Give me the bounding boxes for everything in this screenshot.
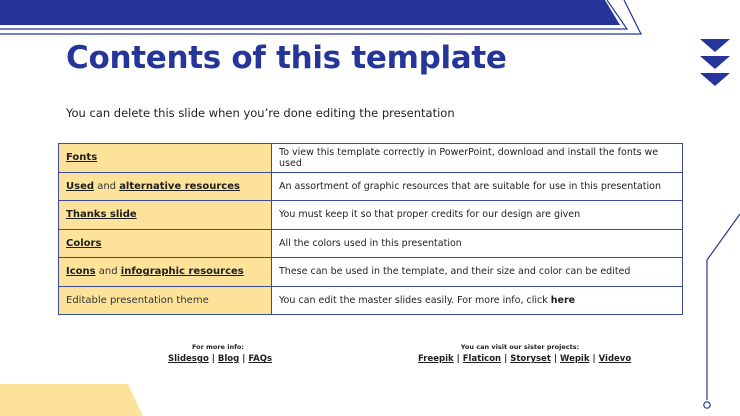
here-link[interactable]: here bbox=[550, 294, 576, 306]
description-text: All the colors used in this presentation bbox=[279, 237, 462, 249]
contents-row-description bbox=[272, 286, 683, 315]
footer-link-flaticon[interactable]: Flaticon bbox=[462, 354, 502, 364]
row-title-text: Editable presentation theme bbox=[66, 294, 209, 306]
description-text: You can edit the master slides easily. For more info, click bbox=[279, 294, 551, 306]
description-text: These can be used in the template, and their size and color can be edited bbox=[279, 266, 631, 278]
contents-row bbox=[59, 201, 683, 230]
footer-more-info-label: For more info: bbox=[192, 343, 244, 351]
contents-row-description bbox=[272, 229, 683, 258]
footer-sister-projects-label: You can visit our sister projects: bbox=[460, 343, 580, 351]
contents-row-title bbox=[59, 172, 272, 201]
footer-link-freepik[interactable]: Freepik bbox=[418, 354, 454, 364]
link-separator: | bbox=[242, 354, 246, 364]
contents-row-title bbox=[59, 258, 272, 287]
resource-link[interactable]: Fonts bbox=[66, 152, 98, 164]
row-title-text: and bbox=[95, 266, 121, 278]
contents-row-title bbox=[59, 144, 272, 173]
footer-link-slidesgo[interactable]: Slidesgo bbox=[168, 354, 209, 364]
contents-row-title bbox=[59, 229, 272, 258]
resource-link[interactable]: Used bbox=[66, 180, 95, 192]
link-separator: | bbox=[504, 354, 508, 364]
page-title: Contents of this template bbox=[66, 40, 507, 76]
resource-link[interactable]: Icons bbox=[66, 266, 96, 278]
footer-link-videvo[interactable]: Videvo bbox=[598, 354, 632, 364]
contents-row-description bbox=[272, 172, 683, 201]
contents-row-description bbox=[272, 144, 683, 173]
resource-link[interactable]: Thanks slide bbox=[66, 209, 137, 221]
link-separator: | bbox=[553, 354, 557, 364]
top-blue-band bbox=[0, 0, 620, 25]
footer-link-storyset[interactable]: Storyset bbox=[510, 354, 551, 364]
top-outline-stripe-1 bbox=[0, 0, 627, 29]
contents-table bbox=[58, 143, 683, 315]
footer-link-wepik[interactable]: Wepik bbox=[560, 354, 590, 364]
contents-row bbox=[59, 172, 683, 201]
contents-row bbox=[59, 144, 683, 173]
description-text: An assortment of graphic resources that are suitable for use in this presentation bbox=[279, 180, 661, 192]
footer-link-faqs[interactable]: FAQs bbox=[248, 354, 273, 364]
chevron-down-icon bbox=[700, 39, 730, 86]
page-subtitle: You can delete this slide when you’re done editing the presentation bbox=[66, 106, 455, 120]
footer-link-blog[interactable]: Blog bbox=[217, 354, 240, 364]
resource-link[interactable]: infographic resources bbox=[120, 266, 244, 278]
right-circuit-line bbox=[707, 214, 740, 400]
resource-link[interactable]: Colors bbox=[66, 237, 102, 249]
footer-sister-projects bbox=[418, 343, 632, 364]
top-outline-stripe-2 bbox=[0, 0, 641, 34]
footer-sister-projects-links bbox=[418, 354, 632, 364]
contents-row-description bbox=[272, 258, 683, 287]
footer-more-info-links bbox=[168, 354, 273, 364]
contents-row bbox=[59, 258, 683, 287]
link-separator: | bbox=[211, 354, 215, 364]
link-separator: | bbox=[592, 354, 596, 364]
contents-row-description bbox=[272, 201, 683, 230]
description-text: You must keep it so that proper credits for our design are given bbox=[279, 209, 581, 221]
contents-row-title bbox=[59, 201, 272, 230]
footer-more-info bbox=[168, 343, 273, 364]
link-separator: | bbox=[456, 354, 460, 364]
circuit-node bbox=[704, 402, 710, 408]
contents-row bbox=[59, 229, 683, 258]
contents-row bbox=[59, 286, 683, 315]
bottom-yellow-shape bbox=[0, 384, 143, 416]
description-text: To view this template correctly in PowerPoint, download and install the fonts we used bbox=[279, 146, 659, 169]
resource-link[interactable]: alternative resources bbox=[119, 180, 240, 192]
contents-row-title bbox=[59, 286, 272, 315]
row-title-text: and bbox=[94, 180, 120, 192]
